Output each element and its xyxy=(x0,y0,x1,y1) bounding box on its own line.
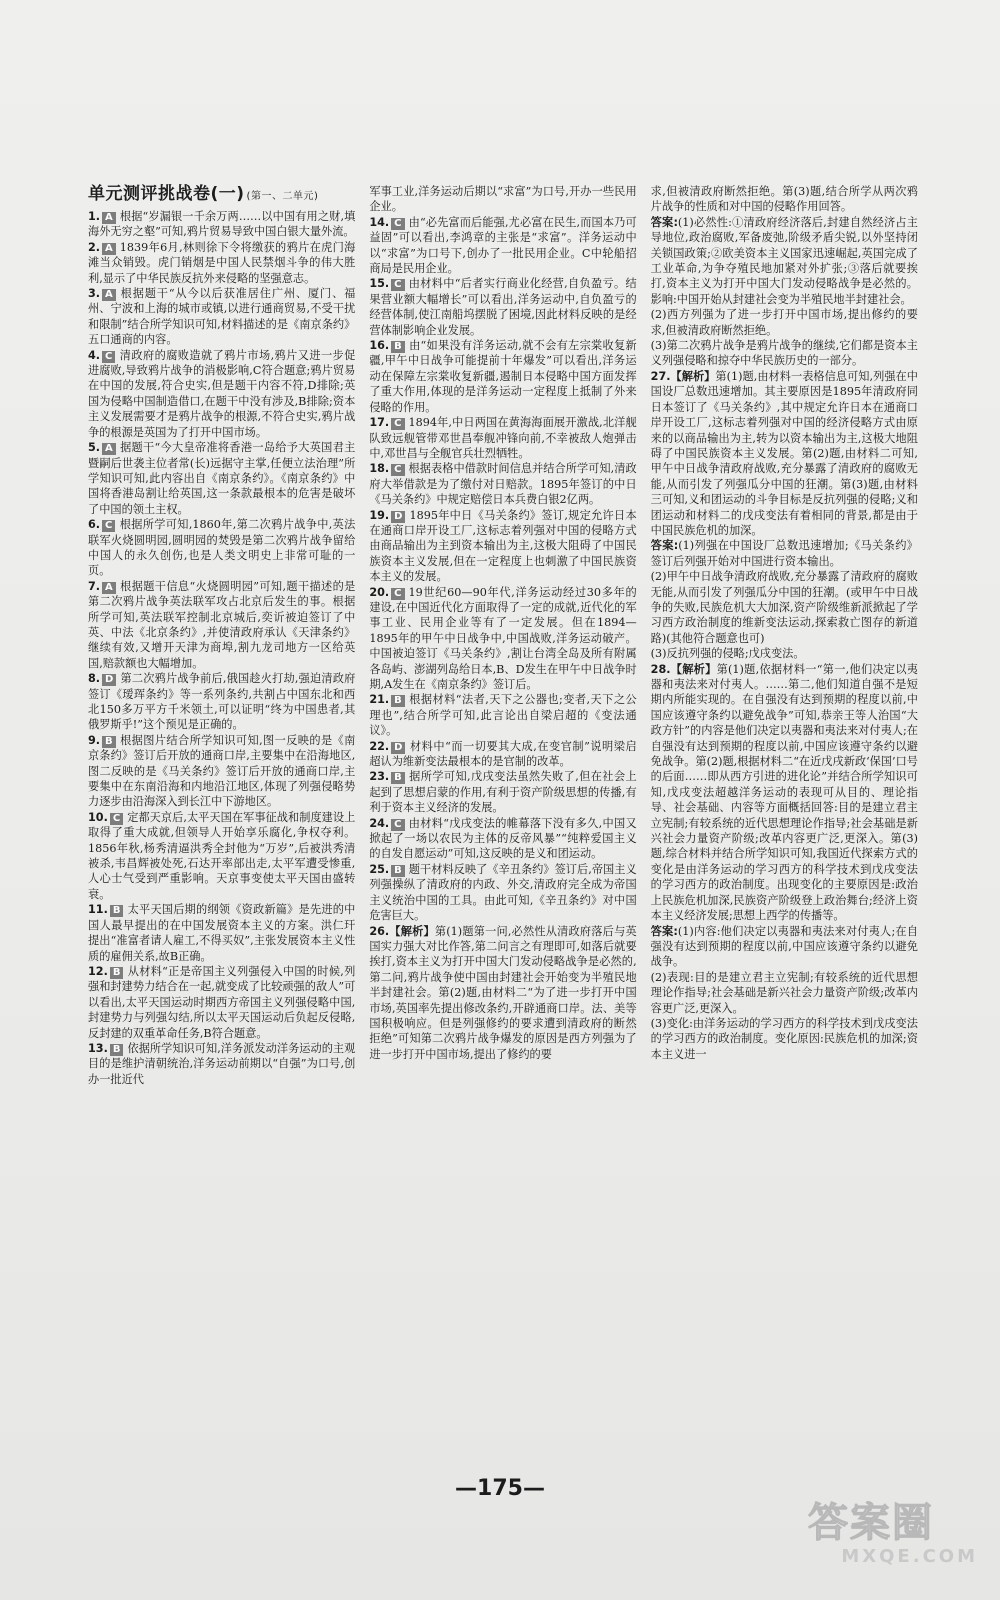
answer-explanation: (3)变化:由洋务运动的学习西方的科学技术到戊戌变法的学习西方的政治制度。变化原因:民族危机的加深;资本主义进一 xyxy=(650,1016,918,1061)
answer-label: 答案: xyxy=(650,215,678,229)
analysis-tag: 【解析】 xyxy=(670,369,716,383)
answer-entry xyxy=(369,508,636,585)
analysis-tag: 【解析】 xyxy=(389,924,435,938)
answer-choice-badge: B xyxy=(110,905,124,917)
question-number: 21. xyxy=(369,693,390,707)
column-3-lead: 求,但被清政府断然拒绝。第(3)题,结合所学从两次鸦片战争的性质和对中国的侵略作用回答。 xyxy=(650,185,918,214)
answer-explanation: (1)必然性:①清政府经济落后,封建自然经济占主导地位,政治腐败,军备废弛,阶级矛盾尖锐,以外坚持闭关锁国政策;②欧美资本主义国家迅速崛起,英国完成了工业革命,为争夺殖民地加紧对外扩张;③落后就要挨打,资本主义为打开中国大门发动侵略战争是必然的。影响:中国开始从封建社会变为半殖民地半封建社会。 xyxy=(650,215,918,306)
question-number: 6. xyxy=(88,518,101,532)
answer-explanation: 太平天国后期的纲领《资政新篇》是先进的中国人最早提出的在中国发展资本主义的方案。洪仁玕提出“准富者请人雇工,不得买奴”,主张发展资本主义性质的雇佣关系,故B正确。 xyxy=(88,903,356,963)
answer-explanation: 清政府的腐败造就了鸦片市场,鸦片又进一步促进腐败,导致鸦片战争的消极影响,C符合题意;鸦片贸易在中国的发展,符合史实,但是题干内容不符,D排除;英国为侵略中国制造借口,在题干中没有涉及,B排除;资本主义发展需要才是鸦片战争的根源,不符合史实,鸦片战争的根源是英国为了打开中国市场。 xyxy=(88,348,356,439)
question-number: 4. xyxy=(88,348,101,362)
question-number: 27. xyxy=(650,369,671,383)
answer-choice-badge: A xyxy=(102,582,116,594)
answer-choice-badge: A xyxy=(102,212,116,224)
answer-explanation: 依据所学知识可知,洋务派发动洋务运动的主观目的是维护清朝统治,洋务运动前期以“自强”为口号,创办一批近代 xyxy=(88,1041,356,1086)
question-number: 1. xyxy=(88,210,101,223)
answer-choice-badge: B xyxy=(391,865,405,877)
answer-entry xyxy=(88,579,355,671)
answer-choice-badge: B xyxy=(391,341,405,353)
answer-explanation: 据所学可知,戊戌变法虽然失败了,但在社会上起到了思想启蒙的作用,有利于资产阶级思想的传播,有利于资本主义经济的发展。 xyxy=(369,770,637,815)
question-number: 13. xyxy=(88,1041,108,1055)
answer-choice-badge: C xyxy=(391,218,404,230)
answer-entry xyxy=(88,240,355,286)
question-number: 16. xyxy=(369,339,390,353)
question-number: 9. xyxy=(88,733,101,747)
answer-choice-badge: B xyxy=(102,736,116,748)
question-number: 19. xyxy=(369,508,390,522)
answer-explanation: (2)甲午中日战争清政府战败,充分暴露了清政府的腐败无能,从而引发了列强瓜分中国的狂潮。(或甲午中日战争的失败,民族危机大大加深,资产阶级维新派掀起了学习西方政治制度的维新变法运动,探索救亡图存的新道路)(其他符合题意也可) xyxy=(650,570,918,645)
answer-label: 答案: xyxy=(650,924,678,938)
answer-entry xyxy=(88,440,355,517)
answer-entry xyxy=(369,276,636,338)
answer-explanation: 根据表格中借款时间信息并结合所学可知,清政府大举借款是为了缴付对日赔款。1895年签订的中日《马关条约》中规定赔偿日本兵费白银2亿两。 xyxy=(369,462,637,507)
answer-explanation: 19世纪60—90年代,洋务运动经过30多年的建设,在中国近代化方面取得了一定的成就,近代化的军事工业、民用企业等有了一定发展。但在1894—1895年的甲午中日战争中,中国战败,洋务运动破产。中国被迫签订《马关条约》,割让台湾全岛及所有附属各岛屿、澎湖列岛给日本,B、D发生在甲午中日战争时期,A发生在《南京条约》签订后。 xyxy=(369,585,637,691)
answer-entry xyxy=(88,209,355,240)
page-title xyxy=(88,184,355,207)
answer-columns xyxy=(88,184,918,1484)
answer-explanation: 根据题干“从今以后获准居住广州、厦门、福州、宁波和上海的城市或镇,以进行通商贸易,不受干扰和限制”结合所学知识可知,材料描述的是《南京条约》五口通商的内容。 xyxy=(88,287,356,347)
answer-entry xyxy=(651,538,918,569)
answer-entry xyxy=(88,1041,355,1087)
answer-choice-badge: C xyxy=(391,819,404,831)
answer-explanation: 根据题干信息“火烧圆明园”可知,题干描述的是第二次鸦片战争英法联军攻占北京后发生的事。根据所学可知,英法联军控制北京城后,奕䜣被迫签订了中英、中法《北京条约》,并使清政府承认《天津条约》继续有效,又增开天津为商埠,割九龙司地方一区给英国,赔款额也大幅增加。 xyxy=(88,579,356,670)
answer-entry xyxy=(369,338,636,415)
answer-entry xyxy=(651,307,918,338)
answer-entry xyxy=(88,517,355,579)
question-number: 20. xyxy=(369,585,390,599)
answer-explanation: 第(1)题,由材料一表格信息可知,列强在中国设厂总数迅速增加。其主要原因是1895年清政府同日本签订了《马关条约》,其中规定允许日本在通商口岸开设工厂,这标志着列强对中国的经济侵略方式由原来的以商品输出为主,转为以资本输出为主,这极大地阻碍了中国民族资本主义发展。第(2)题,由材料二可知,甲午中日战争清政府战败,充分暴露了清政府的腐败无能,从而引发了列强瓜分中国的狂潮。第(3)题,由材料三可知,义和团运动的斗争目标是反抗列强的侵略;义和团运动和材料二的戊戌变法有着相同的背景,都是由于中国民族危机的加深。 xyxy=(650,369,918,537)
answer-entry xyxy=(651,1016,918,1062)
answer-explanation: 定都天京后,太平天国在军事征战和制度建设上取得了重大成就,但领导人开始享乐腐化,争权夺利。1856年秋,杨秀清逼洪秀全封他为“万岁”,后被洪秀清被杀,韦昌辉被处死,石达开率部出走,太平军遭受惨重,人心士气受到严重影响。天京事变使太平天国由盛转衰。 xyxy=(88,810,356,901)
watermark-logo xyxy=(808,1500,978,1580)
question-number: 8. xyxy=(88,672,101,686)
question-number: 26. xyxy=(369,924,390,938)
answer-entry xyxy=(88,733,355,810)
answer-entry xyxy=(88,671,355,733)
column-1 xyxy=(88,184,355,1484)
question-number: 22. xyxy=(369,739,390,753)
question-number: 18. xyxy=(369,462,390,476)
question-number: 10. xyxy=(88,810,108,824)
answer-explanation: 题干材料反映了《辛丑条约》签订后,帝国主义列强操纵了清政府的内政、外交,清政府完全成为帝国主义统治中国的工具。由此可知,《辛丑条约》对中国危害巨大。 xyxy=(369,862,637,923)
answer-choice-badge: C xyxy=(391,588,404,600)
answer-choice-badge: D xyxy=(391,511,405,523)
question-number: 14. xyxy=(369,215,390,229)
answer-choice-badge: B xyxy=(391,695,405,707)
answer-choice-badge: C xyxy=(391,279,404,291)
answer-choice-badge: A xyxy=(102,243,116,255)
question-number: 17. xyxy=(369,416,390,430)
answer-choice-badge: C xyxy=(391,418,404,430)
answer-explanation: 据题干“今大皇帝准将香港一岛给予大英国君主暨嗣后世袭主位者常(长)远据守主掌,任便立法治理”所学知识可知,此内容出自《南京条约》。《南京条约》中国将香港岛割让给英国,这一条款最根本的危害是破坏了中国的领土主权。 xyxy=(88,441,356,516)
question-number: 2. xyxy=(88,240,101,254)
answer-choice-badge: B xyxy=(110,1044,124,1056)
answer-explanation: 根据所学可知,1860年,第二次鸦片战争中,英法联军火烧圆明园,圆明园的焚毁是第二次鸦片战争留给中国人的永久创伤,也是人类文明史上非常可耻的一页。 xyxy=(88,518,356,578)
answer-explanation: 1895年中日《马关条约》签订,规定允许日本在通商口岸开设工厂,这标志着列强对中国的侵略方式由商品输出为主到资本输出为主,这极大阻碍了中国民族资本主义发展,但在一定程度上也刺激了中国民族资本主义的发展。 xyxy=(369,508,637,584)
answer-choice-badge: D xyxy=(391,742,405,754)
question-number: 24. xyxy=(369,816,390,830)
answer-explanation: 由材料“戊戌变法的帷幕落下没有多久,中国又掀起了一场以农民为主体的反帝风暴”“纯粹爱国主义的自发自愿运动”可知,这反映的是义和团运动。 xyxy=(369,816,637,861)
answer-entry xyxy=(369,461,636,507)
answer-entry xyxy=(651,924,918,970)
answer-explanation: 由“如果没有洋务运动,就不会有左宗棠收复新疆,甲午中日战争可能提前十年爆发”可以看出,洋务运动在保障左宗棠收复新疆,遏制日本侵略中国方面发挥了重大作用,体现的是洋务运动一定程度上抵制了外来侵略的作用。 xyxy=(369,339,637,414)
watermark-url: MXQE.COM xyxy=(841,1546,978,1567)
answer-choice-badge: A xyxy=(102,443,116,455)
answer-explanation: (1)列强在中国设厂总数迅速增加;《马关条约》签订后列强开始对中国进行资本输出。 xyxy=(650,539,918,568)
question-number: 15. xyxy=(369,277,390,291)
question-number: 12. xyxy=(88,964,108,978)
answer-entry xyxy=(651,369,918,538)
answer-entry xyxy=(88,964,355,1041)
answer-explanation: (3)第二次鸦片战争是鸦片战争的继续,它们都是资本主义列强侵略和掠夺中华民族历史的一部分。 xyxy=(650,339,918,368)
column-2-lead: 军事工业,洋务运动后期以“求富”为口号,开办一些民用企业。 xyxy=(369,185,637,214)
question-number: 7. xyxy=(88,579,101,593)
answer-explanation: (3)反抗列强的侵略;戊戌变法。 xyxy=(650,647,805,661)
question-number: 28. xyxy=(650,662,671,676)
question-number: 11. xyxy=(88,903,108,917)
answer-choice-badge: B xyxy=(110,967,124,979)
answer-entry xyxy=(369,415,636,461)
title-text: 单元测评挑战卷(一) xyxy=(88,184,245,204)
answer-entry xyxy=(651,970,918,1016)
answer-choice-badge: C xyxy=(102,520,115,532)
analysis-tag: 【解析】 xyxy=(670,662,717,676)
answer-explanation: 第(1)题第一问,必然性从清政府落后与英国实力强大对比作答,第二问言之有理即可,如落后就要挨打,资本主义为打开中国大门发动侵略战争是必然的,第二问,鸦片战争使中国由封建社会开始变为半殖民地半封建社会。第(2)题,由材料二“为了进一步打开中国市场,英国率先提出修改条约,开辟通商口岸。法、美等国积极响应。但是列强修约的要求遭到清政府的断然拒绝”可知第二次鸦片战争爆发的原因是西方列强为了进一步打开中国市场,提出了修约的要 xyxy=(369,924,637,1061)
page-number: —175— xyxy=(455,1476,545,1501)
answer-explanation: (2)表现:目的是建立君主立宪制;有较系统的近代思想理论作指导;社会基础是新兴社会力量资产阶级;改革内容更广泛,更深入。 xyxy=(650,970,918,1015)
watermark-text: 答案圈 xyxy=(808,1500,934,1546)
answer-explanation: 第二次鸦片战争前后,俄国趁火打劫,强迫清政府签订《瑷珲条约》等一系列条约,共割占中国东北和西北150多万平方千米领土,可以证明“终为中国患者,其俄罗斯乎!”这个预见是正确的。 xyxy=(88,672,356,732)
answer-entry xyxy=(369,816,636,862)
answer-label: 答案: xyxy=(650,539,679,553)
answer-entry xyxy=(88,286,355,348)
answer-entry xyxy=(651,569,918,646)
answer-choice-badge: C xyxy=(102,351,115,363)
answer-explanation: 由“必先富而后能强,尤必富在民生,而国本乃可益固”可以看出,李鸿章的主张是“求富”。洋务运动中以“求富”为口号下,创办了一批民用企业。C中轮船招商局是民用企业。 xyxy=(369,215,637,276)
answer-entry xyxy=(651,662,918,924)
answer-explanation: 根据“岁漏银一千余万两……以中国有用之财,填海外无穷之壑”可知,鸦片贸易导致中国白银大量外流。 xyxy=(88,210,356,239)
answer-choice-badge: A xyxy=(102,289,116,301)
answer-explanation: 根据材料“法者,天下之公器也;变者,天下之公理也”,结合所学可知,此言论出自梁启超的《变法通议》。 xyxy=(369,693,637,738)
answer-entry xyxy=(369,585,636,693)
answer-entry xyxy=(369,215,636,277)
answer-choice-badge: B xyxy=(391,772,405,784)
answer-entry xyxy=(369,769,636,815)
question-number: 25. xyxy=(369,862,390,876)
answer-choice-badge: C xyxy=(110,813,123,825)
answer-entry xyxy=(88,902,355,964)
answer-explanation: 由材料中“后者实行商业化经营,自负盈亏。结果营业额大幅增长”可以看出,洋务运动中,自负盈亏的经营体制,使江南船坞摆脱了困境,因此材料反映的是经营体制影响企业发展。 xyxy=(369,277,637,337)
answer-entry xyxy=(651,646,918,661)
answer-entry xyxy=(651,338,918,369)
column-2 xyxy=(369,184,636,1484)
answer-explanation: 第(1)题,依据材料一“第一,他们决定以夷器和夷法来对付夷人。……第二,他们知道自强不是短期内所能实现的。在自强没有达到预期的程度以前,中国应该遵守条约以避免战争”可知,恭亲王等人治国“大政方针”的内容是他们决定以夷器和夷法来对付夷人;在自强没有达到预期的程度以前,中国应该遵守条约以避免战争。第(2)题,根据材料二“在近戊戌新政‘保国’口号的后面……即从西方引进的进化论”并结合所学知识可知,戊戌变法超越洋务运动的表现可从目的、理论指导、社会基础、内容等方面概括回答:目的是建立君主立宪制;有较系统的近代思想理论作指导;社会基础是新兴社会力量资产阶级;改革内容更广泛,更深入。第(3)题,综合材料并结合所学知识可知,我国近代探索方式的变化是由洋务运动的学习西方的科学技术到戊戌变法的学习西方的政治制度。出现变化的主要原因是:政治上民族危机加深,民族资产阶级登上政治舞台;经济上资本主义经济发展;思想上西学的传播等。 xyxy=(650,662,918,923)
answer-entry xyxy=(369,739,636,770)
answer-explanation: 1894年,中日两国在黄海海面展开激战,北洋舰队致远舰管带邓世昌奉舰冲锋向前,不幸被敌人炮弹击中,邓世昌与全舰官兵壮烈牺牲。 xyxy=(369,416,637,460)
question-number: 5. xyxy=(88,441,101,455)
answer-explanation: (2)西方列强为了进一步打开中国市场,提出修约的要求,但被清政府断然拒绝。 xyxy=(650,308,918,337)
question-number: 23. xyxy=(369,770,390,784)
answer-choice-badge: D xyxy=(102,674,116,686)
title-subtext: (第一、二单元) xyxy=(246,191,319,202)
answer-entry xyxy=(88,348,355,440)
answer-choice-badge: C xyxy=(391,464,404,476)
answer-entry xyxy=(369,924,636,1063)
answer-explanation: 1839年6月,林则徐下令将缴获的鸦片在虎门海滩当众销毁。虎门销烟是中国人民禁烟斗争的伟大胜利,显示了中华民族反抗外来侵略的坚强意志。 xyxy=(88,240,356,285)
answer-explanation: (1)内容:他们决定以夷器和夷法来对付夷人;在自强没有达到预期的程度以前,中国应该遵守条约以避免战争。 xyxy=(650,924,918,969)
question-number: 3. xyxy=(88,287,101,301)
answer-entry xyxy=(651,215,918,307)
answer-entry xyxy=(369,862,636,924)
column-3 xyxy=(651,184,918,1484)
answer-explanation: 从材料“正是帝国主义列强侵入中国的时候,列强和封建势力结合在一起,就变成了比较顽强的敌人”可以看出,太平天国运动时期西方帝国主义列强侵略中国,封建势力与列强勾结,所以太平天国运动后负起反侵略,反封建的双重革命任务,B符合题意。 xyxy=(88,964,356,1040)
answer-entry xyxy=(88,810,355,902)
answer-entry xyxy=(369,692,636,738)
answer-explanation: 材料中“而一切要其大成,在变官制”说明梁启超认为维新变法最根本的是官制的改革。 xyxy=(369,739,637,769)
answer-explanation: 根据图片结合所学知识可知,图一反映的是《南京条约》签订后开放的通商口岸,主要集中在沿海地区,图二反映的是《马关条约》签订后开放的通商口岸,主要集中在东南沿海和内地沿江地区,体现了列强侵略势力逐步由沿海深入到长江中下游地区。 xyxy=(88,733,356,809)
